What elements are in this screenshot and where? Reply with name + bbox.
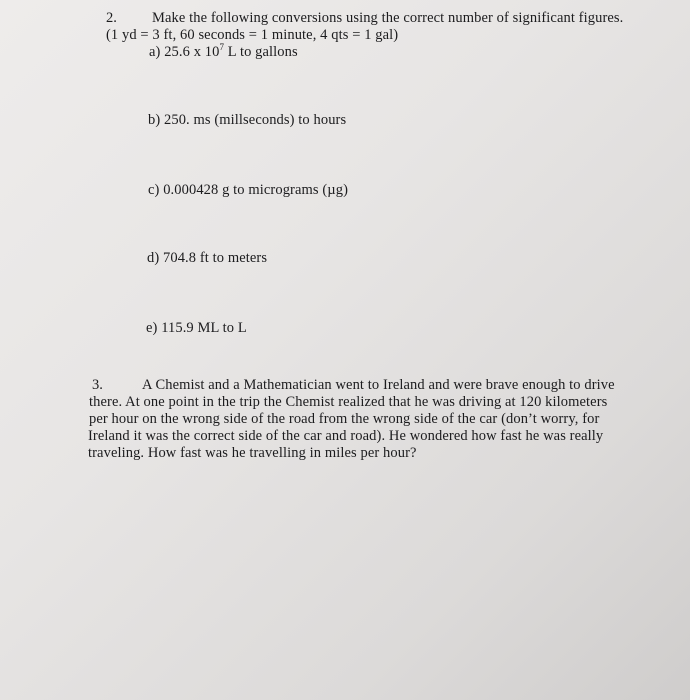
question-2a-exponent: 7 bbox=[219, 42, 225, 52]
question-3-line-5: traveling. How fast was he travelling in miles per hour? bbox=[88, 445, 417, 461]
question-2-conversion-factors: (1 yd = 3 ft, 60 seconds = 1 minute, 4 qts = 1 gal) bbox=[106, 27, 399, 43]
question-2d: d) 704.8 ft to meters bbox=[147, 250, 268, 266]
question-2b: b) 250. ms (millseconds) to hours bbox=[148, 112, 347, 128]
question-2e: e) 115.9 ML to L bbox=[146, 320, 247, 336]
question-3-line-3: per hour on the wrong side of the road from the wrong side of the car (don’t worry, for bbox=[89, 411, 600, 427]
question-2-prompt: Make the following conversions using the correct number of significant figures. bbox=[152, 10, 624, 26]
question-2c: c) 0.000428 g to micrograms (µg) bbox=[148, 182, 349, 198]
question-2a-target: L to gallons bbox=[224, 44, 298, 60]
question-2a bbox=[149, 44, 298, 60]
question-2a-value: a) 25.6 x 10 bbox=[149, 44, 220, 60]
question-2-number: 2. bbox=[106, 10, 117, 26]
question-3-line-4: Ireland it was the correct side of the car and road). He wondered how fast he was really bbox=[88, 428, 604, 444]
question-3-number: 3. bbox=[92, 377, 103, 393]
question-3-line-1: A Chemist and a Mathematician went to Ireland and were brave enough to drive bbox=[142, 377, 615, 393]
question-3-line-2: there. At one point in the trip the Chemist realized that he was driving at 120 kilometers bbox=[89, 394, 608, 410]
